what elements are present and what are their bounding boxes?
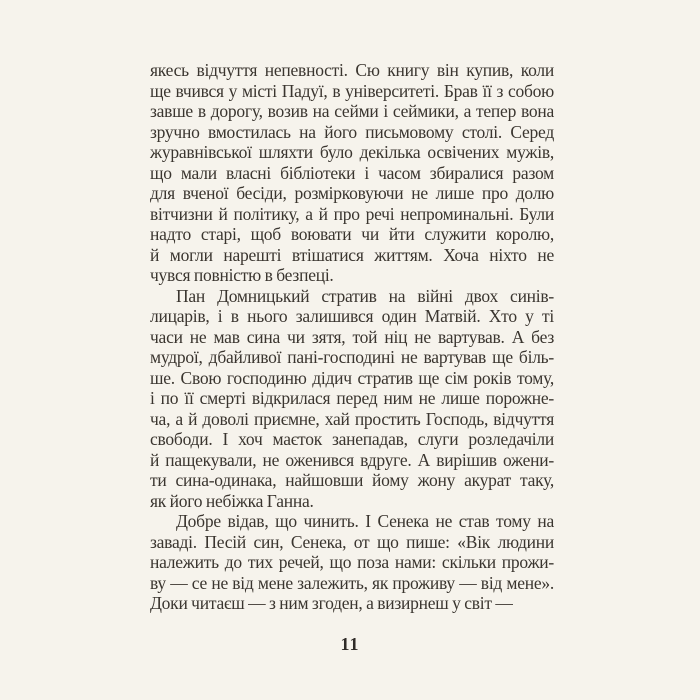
text-line: ву — се не від мене залежить, як проживу — від мене». [150, 572, 554, 593]
text-line: завше в дорогу, возив на сейми і сеймики, а тепер вона [150, 101, 554, 121]
text-line: Добре відав, що чинить. І Сенека не став тому на [176, 511, 554, 531]
text-line: журавнівської шляхти було декілька освічених мужів, [150, 142, 554, 162]
text-line: часи не мав сина чи зятя, той ніц не вартував. А без [150, 326, 554, 347]
paragraph [150, 286, 554, 512]
page-number: 11 [340, 634, 360, 654]
text-line: й пащекували, не оженився вдруге. А вирішив ожени- [150, 449, 554, 470]
text-line: лицарів, і в нього залишився один Матвій. Хто у ті [150, 306, 554, 326]
text-line: заваді. Песій син, Сенека, от що пише: «Вік людини [150, 531, 554, 552]
text-line: ше. Свою господиню дідич стратив ще сім років тому, [150, 367, 554, 388]
text-line: належить до тих речей, що поза нами: скільки прожи- [150, 552, 554, 572]
text-line: Пан Домницький стратив на війні двох синів- [176, 285, 554, 306]
text-line: для вченої бесіди, розмірковуючи не лише про долю [150, 183, 554, 203]
text-line: і по її смерті відкрилася перед ним не лише порожне- [150, 388, 554, 408]
paragraph [150, 60, 554, 286]
text-line: мудрої, дбайливої пані-господині не вартував ще біль- [150, 347, 554, 367]
text-line: ча, а й доволі приємне, хай простить Господь, відчуття [150, 408, 554, 429]
text-line: й могли нарешті втішатися життям. Хоча ніхто не [150, 244, 554, 265]
text-line: чувся повністю в безпеці. [150, 265, 334, 285]
text-line: Доки читаєш — з ним згоден, а визирнеш у світ — [150, 593, 513, 613]
text-line: надто старі, щоб воювати чи йти служити королю, [150, 224, 554, 244]
text-line: що мали власні бібліотеки і часом збиралися разом [150, 162, 554, 183]
paragraph [150, 511, 554, 614]
text-line: свободи. І хоч маєток занепадав, слуги розледачіли [150, 429, 554, 449]
text-line: вітчизни й політику, а й про речі непроминальні. Були [150, 203, 554, 224]
text-line: зручно вмостилась на його письмовому столі. Серед [150, 121, 554, 142]
text-line: якесь відчуття непевності. Сю книгу він купив, коли [150, 60, 554, 80]
text-line: ще вчився у місті Падуї, в університеті. Брав її з собою [150, 80, 554, 101]
text-line: ти сина-одинака, найшовши йому жону акурат таку, [150, 470, 554, 490]
text-line: як його небіжка Ганна. [150, 490, 314, 511]
page-text-block [150, 60, 554, 614]
